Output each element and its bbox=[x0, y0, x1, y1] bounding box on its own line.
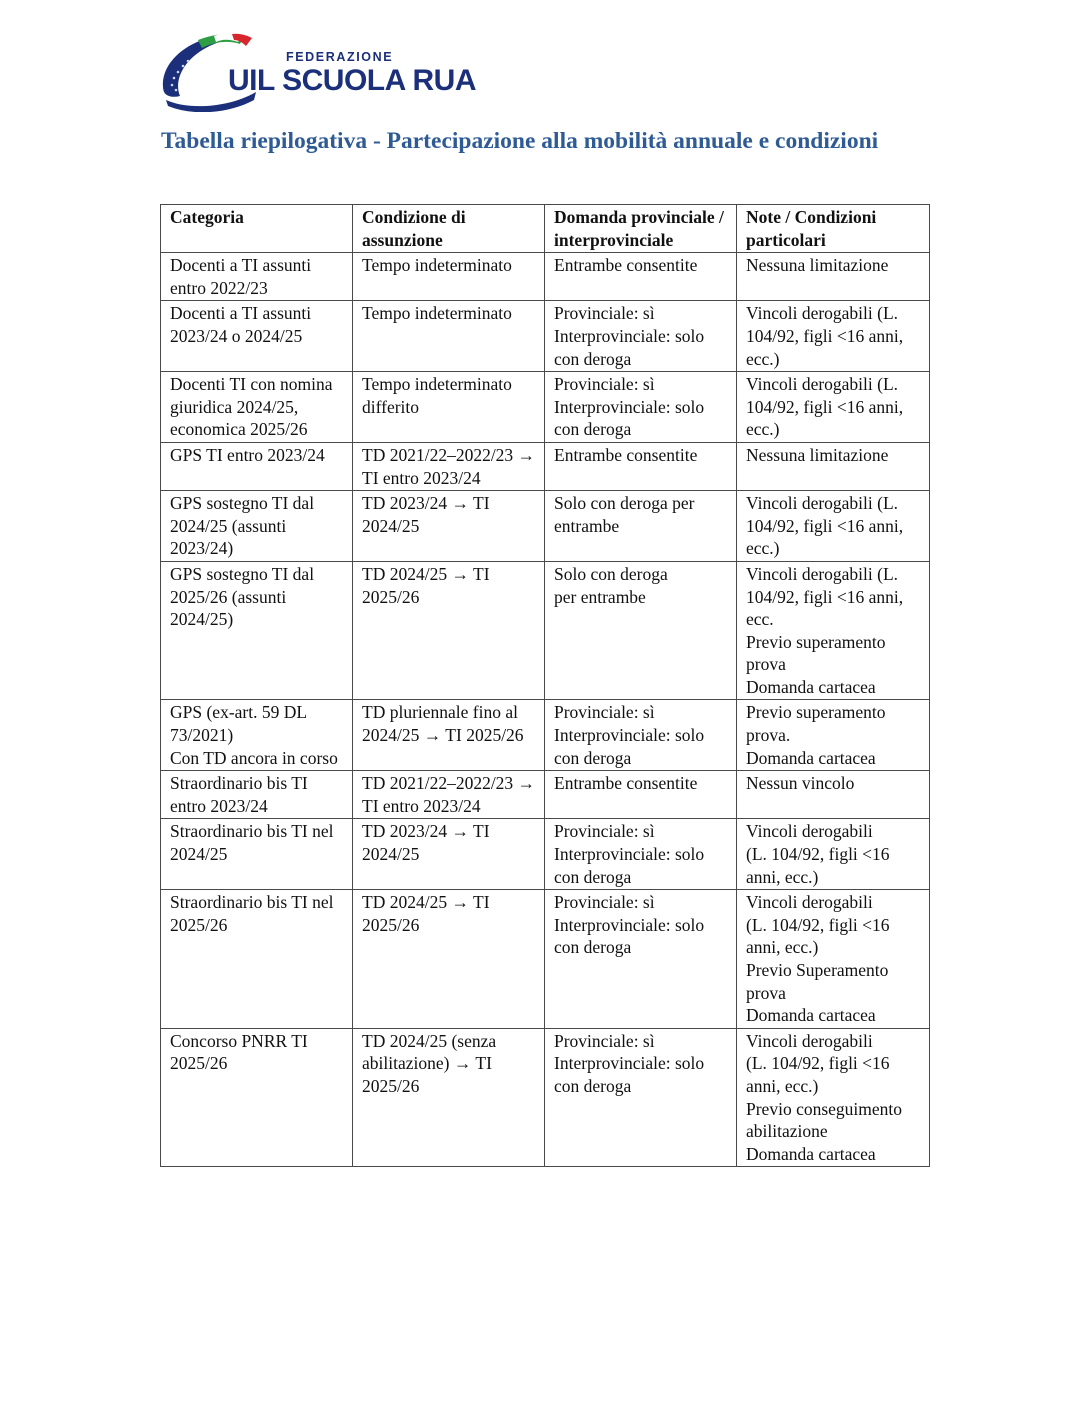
table-row bbox=[161, 1028, 930, 1167]
table-row bbox=[161, 819, 930, 890]
cell-domanda: Provinciale: sì Interprovinciale: solo con deroga bbox=[545, 1028, 737, 1167]
cell-note: Vincoli derogabili (L. 104/92, figli <16 anni, ecc.) Previo conseguimento abilitazione Domanda cartacea bbox=[737, 1028, 930, 1167]
cell-note: Vincoli derogabili (L. 104/92, figli <16 anni, ecc.) bbox=[737, 372, 930, 443]
cell-domanda: Entrambe consentite bbox=[545, 442, 737, 490]
table-row bbox=[161, 442, 930, 490]
cell-note: Vincoli derogabili (L. 104/92, figli <16 anni, ecc.) bbox=[737, 819, 930, 890]
cell-condizione: TD 2023/24 → TI 2024/25 bbox=[353, 819, 545, 890]
cell-categoria: Straordinario bis TI nel 2025/26 bbox=[161, 890, 353, 1029]
cell-domanda: Provinciale: sì Interprovinciale: solo con deroga bbox=[545, 819, 737, 890]
cell-domanda: Provinciale: sì Interprovinciale: solo con deroga bbox=[545, 301, 737, 372]
table-header-row bbox=[161, 205, 930, 253]
cell-note: Nessuna limitazione bbox=[737, 253, 930, 301]
cell-note: Nessun vincolo bbox=[737, 771, 930, 819]
cell-condizione: TD 2023/24 → TI 2024/25 bbox=[353, 491, 545, 562]
table-row bbox=[161, 700, 930, 771]
cell-condizione: TD 2024/25 → TI 2025/26 bbox=[353, 890, 545, 1029]
cell-categoria: Straordinario bis TI entro 2023/24 bbox=[161, 771, 353, 819]
summary-table bbox=[160, 204, 930, 1167]
table-row bbox=[161, 253, 930, 301]
cell-categoria: Straordinario bis TI nel 2024/25 bbox=[161, 819, 353, 890]
table-row bbox=[161, 561, 930, 700]
cell-categoria: Concorso PNRR TI 2025/26 bbox=[161, 1028, 353, 1167]
cell-domanda: Solo con deroga per entrambe bbox=[545, 561, 737, 700]
cell-categoria: GPS sostegno TI dal 2024/25 (assunti 2023/24) bbox=[161, 491, 353, 562]
cell-note: Vincoli derogabili (L. 104/92, figli <16 anni, ecc.) Previo Superamento prova Domanda cartacea bbox=[737, 890, 930, 1029]
cell-domanda: Entrambe consentite bbox=[545, 771, 737, 819]
cell-condizione: Tempo indeterminato bbox=[353, 253, 545, 301]
cell-condizione: Tempo indeterminato differito bbox=[353, 372, 545, 443]
cell-condizione: Tempo indeterminato bbox=[353, 301, 545, 372]
table-row bbox=[161, 301, 930, 372]
header-categoria: Categoria bbox=[161, 205, 353, 253]
header-note: Note / Condizioni particolari bbox=[737, 205, 930, 253]
page-title: Tabella riepilogativa - Partecipazione alla mobilità annuale e condizioni bbox=[161, 128, 879, 154]
cell-note: Nessuna limitazione bbox=[737, 442, 930, 490]
cell-categoria: Docenti a TI assunti 2023/24 o 2024/25 bbox=[161, 301, 353, 372]
cell-domanda: Entrambe consentite bbox=[545, 253, 737, 301]
cell-note: Vincoli derogabili (L. 104/92, figli <16 anni, ecc.) bbox=[737, 301, 930, 372]
cell-domanda: Provinciale: sì Interprovinciale: solo con deroga bbox=[545, 372, 737, 443]
logo-brand-text: UIL SCUOLA RUA bbox=[228, 64, 476, 97]
cell-categoria: GPS TI entro 2023/24 bbox=[161, 442, 353, 490]
cell-note: Vincoli derogabili (L. 104/92, figli <16 anni, ecc.) bbox=[737, 491, 930, 562]
header-condizione-assunzione: Condizione di assunzione bbox=[353, 205, 545, 253]
cell-condizione: TD pluriennale fino al 2024/25 → TI 2025/26 bbox=[353, 700, 545, 771]
cell-categoria: Docenti TI con nomina giuridica 2024/25, economica 2025/26 bbox=[161, 372, 353, 443]
table-row bbox=[161, 890, 930, 1029]
cell-domanda: Provinciale: sì Interprovinciale: solo con deroga bbox=[545, 890, 737, 1029]
logo-federazione-text: FEDERAZIONE bbox=[286, 50, 394, 64]
table-row bbox=[161, 771, 930, 819]
header-domanda: Domanda provinciale / interprovinciale bbox=[545, 205, 737, 253]
uil-scuola-rua-logo bbox=[158, 30, 476, 112]
cell-condizione: TD 2024/25 (senza abilitazione) → TI 2025/26 bbox=[353, 1028, 545, 1167]
cell-categoria: GPS sostegno TI dal 2025/26 (assunti 2024/25) bbox=[161, 561, 353, 700]
cell-note: Previo superamento prova. Domanda cartacea bbox=[737, 700, 930, 771]
cell-categoria: Docenti a TI assunti entro 2022/23 bbox=[161, 253, 353, 301]
cell-condizione: TD 2024/25 → TI 2025/26 bbox=[353, 561, 545, 700]
cell-condizione: TD 2021/22–2022/23 → TI entro 2023/24 bbox=[353, 442, 545, 490]
table-row bbox=[161, 491, 930, 562]
cell-domanda: Provinciale: sì Interprovinciale: solo con deroga bbox=[545, 700, 737, 771]
table-row bbox=[161, 372, 930, 443]
cell-condizione: TD 2021/22–2022/23 → TI entro 2023/24 bbox=[353, 771, 545, 819]
cell-categoria: GPS (ex-art. 59 DL 73/2021) Con TD ancora in corso bbox=[161, 700, 353, 771]
cell-domanda: Solo con deroga per entrambe bbox=[545, 491, 737, 562]
cell-note: Vincoli derogabili (L. 104/92, figli <16 anni, ecc. Previo superamento prova Domanda cartacea bbox=[737, 561, 930, 700]
